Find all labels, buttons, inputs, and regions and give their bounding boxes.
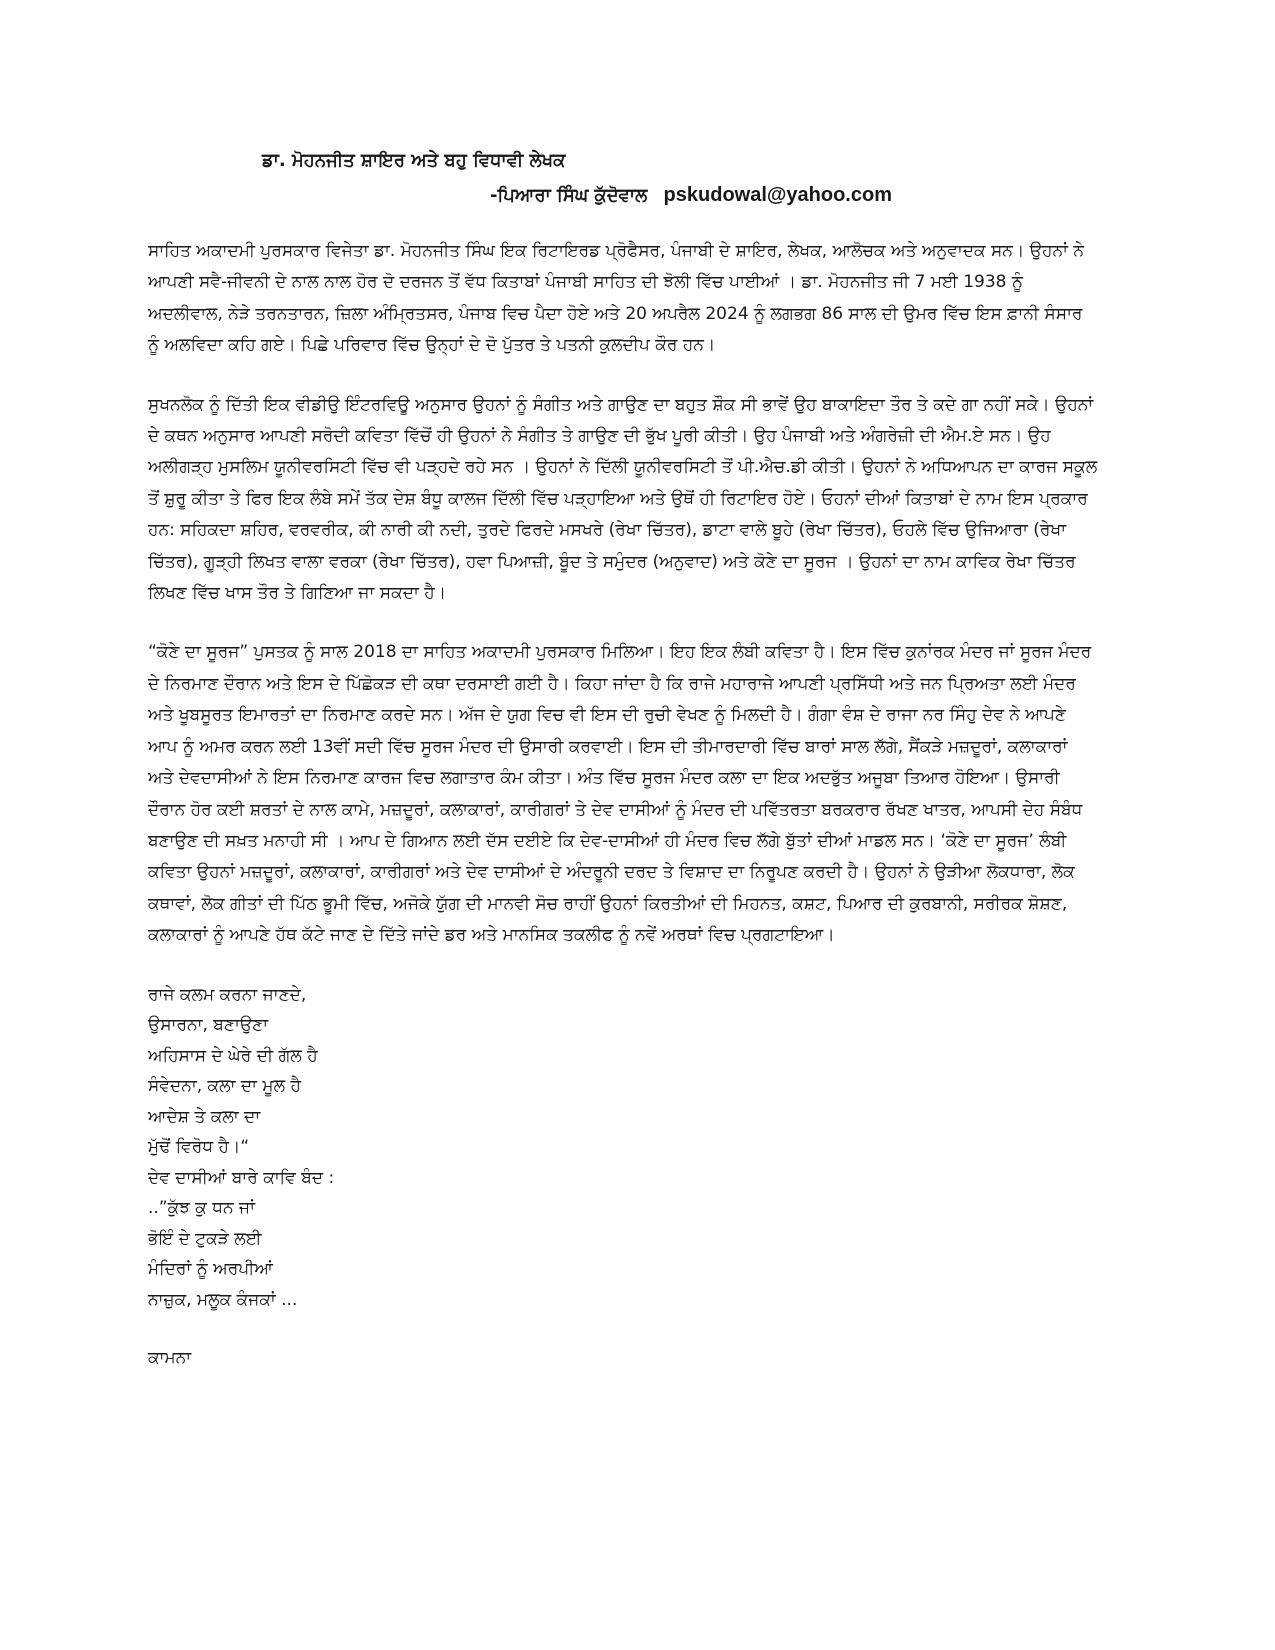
author-email: pskudowal@yahoo.com (663, 184, 892, 206)
poem-line: ਦੇਵ ਦਾਸੀਆਂ ਬਾਰੇ ਕਾਵਿ ਬੰਦ : (148, 1167, 335, 1188)
poem-line: ਭੋਇੰ ਦੇ ਟੁਕੜੇ ਲਈ (148, 1228, 262, 1249)
poem-line: ਅਹਿਸਾਸ ਦੇ ਘੇਰੇ ਦੀ ਗੱਲ ਹੈ (148, 1045, 318, 1066)
author-name: -ਪਿਆਰਾ ਸਿੰਘ ਕੁੱਦੋਵਾਲ (490, 185, 648, 206)
closing-word: ਕਾਮਨਾ (148, 1348, 192, 1369)
poem-line: ਮੰਦਿਰਾਂ ਨੂੰ ਅਰਪੀਆਂ (148, 1259, 273, 1280)
paragraph-intro: ਸਾਹਿਤ ਅਕਾਦਮੀ ਪੁਰਸਕਾਰ ਵਿਜੇਤਾ ਡਾ. ਮੋਹਨਜੀਤ ਸਿੰਘ ਇਕ ਰਿਟਾਇਰਡ ਪ੍ਰੋਫੈਸਰ, ਪੰਜਾਬੀ ਦੇ ਸ਼ਾਇਰ, ਲੇਖਕ, ਆਲੋਚਕ ਅਤੇ ਅਨੁਵਾਦਕ ਸਨ। ਉਹਨਾਂ ਨੇ ਆਪਣੀ ਸਵੈ-ਜੀਵਨੀ ਦੇ ਨਾਲ ਨਾਲ ਹੋਰ ਦੋ ਦਰਜਨ ਤੋਂ ਵੱਧ ਕਿਤਾਬਾਂ ਪੰਜਾਬੀ ਸਾਹਿਤ ਦੀ ਝੋਲੀ ਵਿੱਚ ਪਾਈਆਂ । ਡਾ. ਮੋਹਨਜੀਤ ਜੀ 7 ਮਈ 1938 ਨੂੰ ਅਦਲੀਵਾਲ, ਨੇੜੇ ਤਰਨਤਾਰਨ, ਜ਼ਿਲਾ ਅੰਮ੍ਰਿਤਸਰ, ਪੰਜਾਬ ਵਿਚ ਪੈਦਾ ਹੋਏ ਅਤੇ 20 ਅਪਰੈਲ 2024 ਨੂੰ ਲਗਭਗ 86 ਸਾਲ ਦੀ ਉਮਰ ਵਿੱਚ ਇਸ ਫ਼ਾਨੀ ਸੰਸਾਰ ਨੂੰ ਅਲਵਿਦਾ ਕਹਿ ਗਏ। ਪਿਛੇ ਪਰਿਵਾਰ ਵਿੱਚ ਉਨ੍ਹਾਂ ਦੇ ਦੋ ਪੁੱਤਰ ਤੇ ਪਤਨੀ ਕੁਲਦੀਪ ਕੌਰ ਹਨ। (148, 241, 1084, 356)
poem-line: ਉਸਾਰਨਾ, ਬਣਾਉਣਾ (148, 1015, 269, 1036)
poem-line: ਸੰਵੇਦਨਾ, ਕਲਾ ਦਾ ਮੂਲ ਹੈ (148, 1076, 301, 1097)
poem-line: ..”ਕੁੱਝ ਕੁ ਧਨ ਜਾਂ (148, 1198, 255, 1219)
poem-line: ਨਾਜ਼ੁਕ, ਮਲੂਕ ਕੰਜਕਾਂ ... (148, 1289, 298, 1310)
poem-line: ਮੁੱਢੋਂ ਵਿਰੋਧ ਹੈ।“ (148, 1137, 250, 1158)
poem-line: ਆਦੇਸ਼ ਤੇ ਕਲਾ ਦਾ (148, 1106, 261, 1127)
poem-excerpt (148, 980, 1098, 1316)
article-body (148, 236, 1098, 1373)
poem-line: ਰਾਜੇ ਕਲਮ ਕਰਨਾ ਜਾਣਦੇ, (148, 984, 307, 1005)
article-title: ਡਾ. ਮੋਹਨਜੀਤ ਸ਼ਾਇਰ ਅਤੇ ਬਹੁ ਵਿਧਾਵੀ ਲੇਖਕ (262, 150, 566, 171)
author-line (490, 184, 892, 207)
paragraph-book: “ਕੋਣੇ ਦਾ ਸੂਰਜ” ਪੁਸਤਕ ਨੂੰ ਸਾਲ 2018 ਦਾ ਸਾਹਿਤ ਅਕਾਦਮੀ ਪੁਰਸਕਾਰ ਮਿਲਿਆ। ਇਹ ਇਕ ਲੰਬੀ ਕਵਿਤਾ ਹੈ। ਇਸ ਵਿੱਚ ਕੁਨਾਂਰਕ ਮੰਦਰ ਜਾਂ ਸੂਰਜ ਮੰਦਰ ਦੇ ਨਿਰਮਾਣ ਦੌਰਾਨ ਅਤੇ ਇਸ ਦੇ ਪਿੱਛੋਕੜ ਦੀ ਕਥਾ ਦਰਸਾਈ ਗਈ ਹੈ। ਕਿਹਾ ਜਾਂਦਾ ਹੈ ਕਿ ਰਾਜੇ ਮਹਾਰਾਜੇ ਆਪਣੀ ਪ੍ਰਸਿੱਧੀ ਅਤੇ ਜਨ ਪ੍ਰਿਅਤਾ ਲਈ ਮੰਦਰ ਅਤੇ ਖੂਬਸੂਰਤ ਇਮਾਰਤਾਂ ਦਾ ਨਿਰਮਾਣ ਕਰਦੇ ਸਨ। ਅੱਜ ਦੇ ਯੁਗ ਵਿਚ ਵੀ ਇਸ ਦੀ ਰੁਚੀ ਵੇਖਣ ਨੂੰ ਮਿਲਦੀ ਹੈ। ਗੰਗਾ ਵੰਸ਼ ਦੇ ਰਾਜਾ ਨਰ ਸਿੰਹੁ ਦੇਵ ਨੇ ਆਪਣੇ ਆਪ ਨੂੰ ਅਮਰ ਕਰਨ ਲਈ 13ਵੀਂ ਸਦੀ ਵਿੱਚ ਸੂਰਜ ਮੰਦਰ ਦੀ ਉਸਾਰੀ ਕਰਵਾਈ। ਇਸ ਦੀ ਤੀਮਾਰਦਾਰੀ ਵਿੱਚ ਬਾਰਾਂ ਸਾਲ ਲੱਗੇ, ਸੈਂਕੜੇ ਮਜ਼ਦੂਰਾਂ, ਕਲਾਕਾਰਾਂ ਅਤੇ ਦੇਵਦਾਸੀਆਂ ਨੇ ਇਸ ਨਿਰਮਾਣ ਕਾਰਜ ਵਿਚ ਲਗਾਤਾਰ ਕੰਮ ਕੀਤਾ। ਅੰਤ ਵਿੱਚ ਸੂਰਜ ਮੰਦਰ ਕਲਾ ਦਾ ਇਕ ਅਦਭੁੱਤ ਅਜੂਬਾ ਤਿਆਰ ਹੋਇਆ। ਉਸਾਰੀ ਦੌਰਾਨ ਹੋਰ ਕਈ ਸ਼ਰਤਾਂ ਦੇ ਨਾਲ ਕਾਮੇ, ਮਜ਼ਦੂਰਾਂ, ਕਲਾਕਾਰਾਂ, ਕਾਰੀਗਰਾਂ ਤੇ ਦੇਵ ਦਾਸੀਆਂ ਨੂੰ ਮੰਦਰ ਦੀ ਪਵਿੱਤਰਤਾ ਬਰਕਰਾਰ ਰੱਖਣ ਖਾਤਰ, ਆਪਸੀ ਦੇਹ ਸੰਬੰਧ ਬਣਾਉਣ ਦੀ ਸਖ਼ਤ ਮਨਾਹੀ ਸੀ । ਆਪ ਦੇ ਗਿਆਨ ਲਈ ਦੱਸ ਦਈਏ ਕਿ ਦੇਵ-ਦਾਸੀਆਂ ਹੀ ਮੰਦਰ ਵਿਚ ਲੱਗੇ ਬੁੱਤਾਂ ਦੀਆਂ ਮਾਡਲ ਸਨ। ‘ਕੋਣੇ ਦਾ ਸੂਰਜ’ ਲੰਬੀ ਕਵਿਤਾ ਉਹਨਾਂ ਮਜ਼ਦੂਰਾਂ, ਕਲਾਕਾਰਾਂ, ਕਾਰੀਗਰਾਂ ਅਤੇ ਦੇਵ ਦਾਸੀਆਂ ਦੇ ਅੰਦਰੂਨੀ ਦਰਦ ਤੇ ਵਿਸ਼ਾਦ ਦਾ ਨਿਰੂਪਣ ਕਰਦੀ ਹੈ। ਉਹਨਾਂ ਨੇ ਉੜੀਆ ਲੋਕਧਾਰਾ, ਲੋਕ ਕਥਾਵਾਂ, ਲੋਕ ਗੀਤਾਂ ਦੀ ਪਿੱਠ ਭੂਮੀ ਵਿੱਚ, ਅਜੋਕੇ ਯੁੱਗ ਦੀ ਮਾਨਵੀ ਸੋਚ ਰਾਹੀਂ ਉਹਨਾਂ ਕਿਰਤੀਆਂ ਦੀ ਮਿਹਨਤ, ਕਸ਼ਟ, ਪਿਆਰ ਦੀ ਕੁਰਬਾਨੀ, ਸਰੀਰਕ ਸ਼ੋਸ਼ਣ, ਕਲਾਕਾਰਾਂ ਨੂੰ ਆਪਣੇ ਹੱਥ ਕੱਟੇ ਜਾਣ ਦੇ ਦਿੱਤੇ ਜਾਂਦੇ ਡਰ ਅਤੇ ਮਾਨਸਿਕ ਤਕਲੀਫ ਨੂੰ ਨਵੇਂ ਅਰਥਾਂ ਵਿਚ ਪ੍ਰਗਟਾਇਆ। (148, 642, 1092, 946)
paragraph-career: ਸੁਖਨਲੋਕ ਨੂੰ ਦਿੱਤੀ ਇਕ ਵੀਡੀਉ ਇੰਟਰਵਿਊ ਅਨੁਸਾਰ ਉਹਨਾਂ ਨੂੰ ਸੰਗੀਤ ਅਤੇ ਗਾਉਣ ਦਾ ਬਹੁਤ ਸ਼ੌਕ ਸੀ ਭਾਵੇਂ ਉਹ ਬਾਕਾਇਦਾ ਤੌਰ ਤੇ ਕਦੇ ਗਾ ਨਹੀਂ ਸਕੇ। ਉਹਨਾਂ ਦੇ ਕਥਨ ਅਨੁਸਾਰ ਆਪਣੀ ਸਰੋਦੀ ਕਵਿਤਾ ਵਿੱਚੋਂ ਹੀ ਉਹਨਾਂ ਨੇ ਸੰਗੀਤ ਤੇ ਗਾਉਣ ਦੀ ਭੁੱਖ ਪੂਰੀ ਕੀਤੀ। ਉਹ ਪੰਜਾਬੀ ਅਤੇ ਅੰਗਰੇਜ਼ੀ ਦੀ ਐਮ.ਏ ਸਨ। ਉਹ ਅਲੀਗੜ੍ਹ ਮੁਸਲਿਮ ਯੂਨੀਵਰਸਿਟੀ ਵਿੱਚ ਵੀ ਪੜ੍ਹਦੇ ਰਹੇ ਸਨ । ਉਹਨਾਂ ਨੇ ਦਿੱਲੀ ਯੂਨੀਵਰਸਿਟੀ ਤੋਂ ਪੀ.ਐਚ.ਡੀ ਕੀਤੀ। ਉਹਨਾਂ ਨੇ ਅਧਿਆਪਨ ਦਾ ਕਾਰਜ ਸਕੂਲ ਤੋਂ ਸ਼ੁਰੂ ਕੀਤਾ ਤੇ ਫਿਰ ਇਕ ਲੰਬੇ ਸਮੇਂ ਤੱਕ ਦੇਸ਼ ਬੰਧੂ ਕਾਲਜ ਦਿੱਲੀ ਵਿੱਚ ਪੜ੍ਹਾਇਆ ਅਤੇ ਉਥੋਂ ਹੀ ਰਿਟਾਇਰ ਹੋਏ। ਓਹਨਾਂ ਦੀਆਂ ਕਿਤਾਬਾਂ ਦੇ ਨਾਮ ਇਸ ਪ੍ਰਕਾਰ ਹਨ: ਸਹਿਕਦਾ ਸ਼ਹਿਰ, ਵਰਵਰੀਕ, ਕੀ ਨਾਰੀ ਕੀ ਨਦੀ, ਤੁਰਦੇ ਫਿਰਦੇ ਮਸਖਰੇ (ਰੇਖਾ ਚਿੱਤਰ), ਡਾਟਾ ਵਾਲੇ ਬੂਹੇ (ਰੇਖਾ ਚਿੱਤਰ), ਓਹਲੇ ਵਿੱਚ ਉਜਿਆਰਾ (ਰੇਖਾ ਚਿੱਤਰ), ਗੂੜ੍ਹੀ ਲਿਖਤ ਵਾਲਾ ਵਰਕਾ (ਰੇਖਾ ਚਿੱਤਰ), ਹਵਾ ਪਿਆਜ਼ੀ, ਬੂੰਦ ਤੇ ਸਮੁੰਦਰ (ਅਨੁਵਾਦ) ਅਤੇ ਕੋਣੇ ਦਾ ਸੂਰਜ । ਉਹਨਾਂ ਦਾ ਨਾਮ ਕਾਵਿਕ ਰੇਖਾ ਚਿੱਤਰ ਲਿਖਣ ਵਿੱਚ ਖਾਸ ਤੌਰ ਤੇ ਗਿਣਿਆ ਜਾ ਸਕਦਾ ਹੈ। (148, 394, 1098, 604)
